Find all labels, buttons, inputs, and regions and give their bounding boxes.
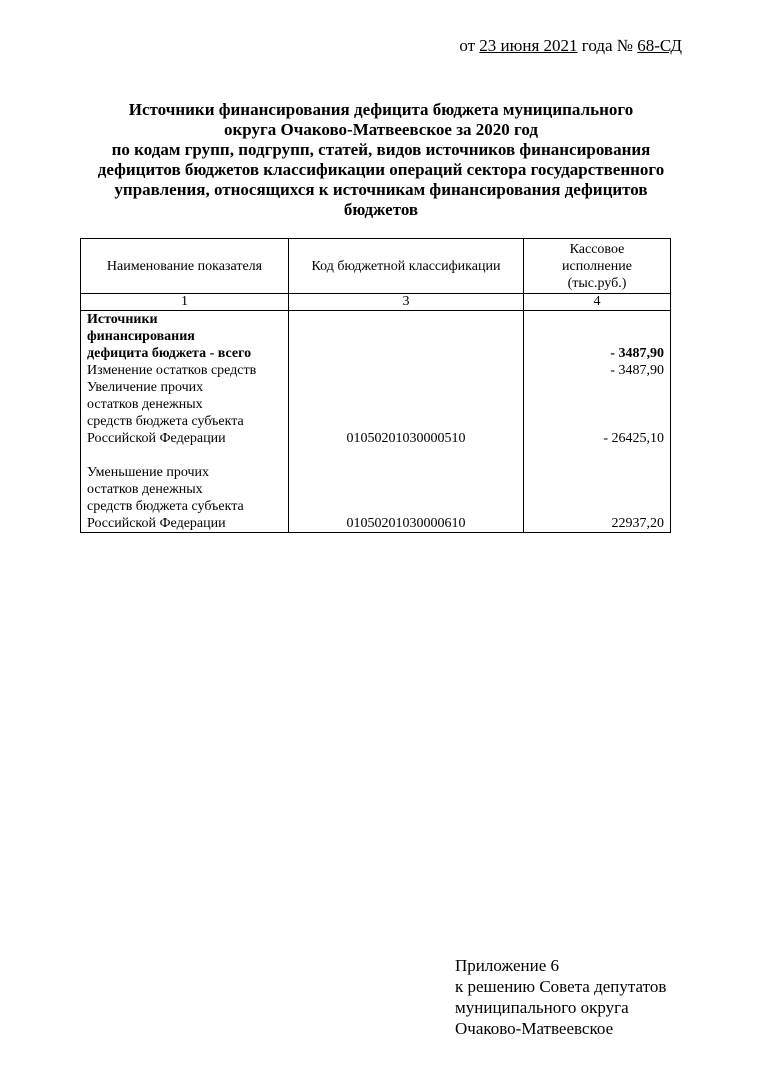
row-decrease-name-line: средств бюджета субъекта [87, 499, 244, 514]
reference-date: 23 июня 2021 [479, 36, 578, 55]
column-number: 1 [81, 294, 289, 311]
appendix-note [455, 955, 666, 1039]
header-amount [524, 239, 671, 294]
table-header-row [81, 239, 671, 294]
row-decrease-code: 01050201030000610 [346, 516, 466, 531]
row-change-name-line: Изменение остатков средств [87, 363, 257, 378]
amounts-cell [524, 311, 671, 533]
header-code: Код бюджетной классификации [289, 239, 524, 294]
row-increase-code: 01050201030000510 [346, 431, 466, 446]
header-amount-line: (тыс.руб.) [567, 275, 627, 291]
names-cell [81, 311, 289, 533]
row-increase-name-line: Увеличение прочих [87, 380, 204, 395]
row-decrease-name-line: Российской Федерации [87, 516, 226, 531]
appendix-line: Очаково-Матвеевское [455, 1019, 614, 1038]
reference-middle: года № [581, 36, 633, 55]
row-increase-name-line: остатков денежных [87, 397, 203, 412]
document-title [60, 100, 702, 220]
title-line: дефицитов бюджетов классификации операций сектора государственного [97, 160, 665, 179]
row-decrease-amount: 22937,20 [611, 516, 664, 531]
row-total-name-line: дефицита бюджета - всего [87, 346, 252, 361]
row-total-name-line: финансирования [87, 329, 195, 344]
appendix-line: муниципального округа [455, 998, 629, 1017]
reference-prefix: от [459, 36, 476, 55]
row-increase-name-line: средств бюджета субъекта [87, 414, 244, 429]
header-name: Наименование показателя [81, 239, 289, 294]
title-line: бюджетов [343, 200, 419, 219]
row-change-amount: - 3487,90 [610, 363, 664, 378]
title-line: по кодам групп, подгрупп, статей, видов источников финансирования [111, 140, 651, 159]
codes-cell [289, 311, 524, 533]
title-line: Источники финансирования дефицита бюджета муниципального [128, 100, 634, 119]
row-total-name-line: Источники [87, 312, 158, 327]
row-increase-name-line: Российской Федерации [87, 431, 226, 446]
appendix-line: к решению Совета депутатов [455, 977, 667, 996]
document-reference [459, 36, 682, 56]
title-line: управления, относящихся к источникам финансирования дефицитов [114, 180, 648, 199]
row-decrease-name-line: Уменьшение прочих [87, 465, 209, 480]
row-increase-amount: - 26425,10 [603, 431, 664, 446]
column-number: 3 [289, 294, 524, 311]
title-line: округа Очаково-Матвеевское за 2020 год [224, 120, 538, 139]
appendix-line: Приложение 6 [455, 956, 559, 975]
column-number-row [81, 294, 671, 311]
header-amount-line: Кассовое [569, 241, 625, 257]
table-body-row [81, 311, 671, 533]
row-decrease-name-line: остатков денежных [87, 482, 203, 497]
row-total-amount: - 3487,90 [610, 346, 664, 361]
financing-sources-table [80, 238, 671, 533]
column-number: 4 [524, 294, 671, 311]
reference-number: 68-СД [637, 36, 682, 55]
row-spacer [87, 447, 282, 464]
header-amount-line: исполнение [562, 258, 632, 274]
